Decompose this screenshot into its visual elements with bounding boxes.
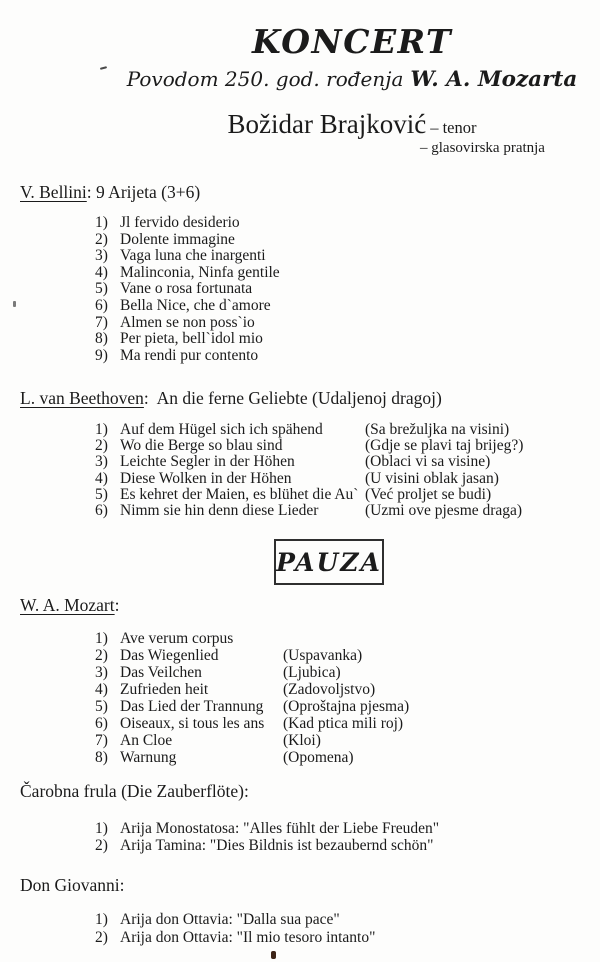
concert-subtitle [104,67,600,92]
item-title: Wo die Berge so blau sind [120,437,283,455]
item-number: 2) [95,837,108,854]
item-number: 8) [95,749,108,766]
item-number: 4) [95,263,108,281]
item-title: Arija don Ottavia: "Il mio tesoro intanto" [120,928,376,946]
list-item [95,681,409,698]
list-item [95,348,280,365]
section-heading-zauberflote [20,781,249,802]
item-translation: (Kloi) [283,732,321,749]
item-translation: (U visini oblak jasan) [365,469,499,487]
item-title: Dolente immagine [120,230,235,248]
item-translation: (Uspavanka) [283,647,363,664]
program-list-beethoven [95,422,523,519]
item-title: Almen se non poss`io [120,313,255,331]
item-number: 5) [95,280,108,298]
item-title: Es kehret der Maien, es blühet die Au` [120,485,359,503]
item-title: Das Veilchen [120,664,202,681]
item-number: 2) [95,928,108,946]
item-translation: (Oblaci vi sa visine) [365,453,491,471]
list-item [95,820,439,837]
item-title: Jl fervido desiderio [120,214,240,231]
performer-name: Božidar Brajković [227,109,427,139]
item-number: 3) [95,453,108,471]
item-number: 6) [95,296,108,314]
item-number: 6) [95,502,108,520]
list-item [95,487,523,503]
item-translation: (Oproštajna pjesma) [283,698,410,715]
program-list-don-giovanni [95,911,375,946]
list-item [95,248,280,265]
item-number: 9) [95,346,108,364]
item-number: 2) [95,437,108,455]
item-translation: (Zadovoljstvo) [283,681,376,698]
section-subtitle: : [119,875,125,895]
item-title: Vaga luna che inargenti [120,247,266,265]
item-title: Ma rendi pur contento [120,346,259,364]
section-subtitle: : An die ferne Geliebte (Udaljenoj dragoj) [143,388,442,408]
list-item [95,647,409,664]
composer-name: L. van Beethoven [20,388,144,408]
item-translation: (Kad ptica mili roj) [283,715,404,732]
item-title: Nimm sie hin denn diese Lieder [120,502,319,520]
list-item [95,265,280,282]
section-heading-don-giovanni [20,875,125,896]
item-number: 1) [95,214,108,231]
section-subtitle: : [244,781,249,801]
item-number: 8) [95,330,108,348]
section-subtitle: : [114,595,120,615]
list-item [95,664,409,681]
accompaniment-note: – glasovirska pratnja [420,140,545,156]
performer-role: – tenor [430,118,477,137]
item-translation: (Gdje se plavi taj brijeg?) [365,437,524,455]
list-item [95,454,523,470]
item-title: Das Lied der Trannung [120,698,264,715]
list-item [95,630,409,647]
item-number: 1) [95,911,108,928]
item-title: Malinconia, Ninfa gentile [120,263,280,281]
item-title: Ave verum corpus [120,630,234,647]
intermission-box [274,539,384,585]
item-title: Leichte Segler in der Höhen [120,453,295,471]
item-title: Per pieta, bell`idol mio [120,330,263,348]
item-number: 4) [95,469,108,487]
list-item [95,749,409,766]
item-title: Oiseaux, si tous les ans [120,715,265,732]
intermission-label: PAUZA [276,547,382,577]
item-number: 5) [95,698,108,715]
list-item [95,331,280,348]
list-item [95,732,409,749]
list-item [95,471,523,487]
item-title: Diese Wolken in der Höhen [120,469,292,487]
section-heading-beethoven [20,388,442,409]
item-title: Zufrieden heit [120,681,209,698]
program-list-mozart [95,630,409,766]
list-item [95,232,280,249]
item-translation: (Uzmi ove pjesme draga) [365,502,523,520]
list-item [95,837,439,854]
work-name: Don Giovanni [20,875,120,895]
performer-line [104,109,600,140]
item-translation: (Već proljet se budi) [365,485,492,503]
item-title: Arija don Ottavia: "Dalla sua pace" [120,911,340,928]
item-number: 1) [95,630,108,647]
item-title: Das Wiegenlied [120,647,219,664]
work-name: Čarobna frula (Die Zauberflöte) [20,781,244,801]
program-list-zauberflote [95,820,439,854]
section-subtitle: : 9 Arijeta (3+6) [86,182,201,202]
subtitle-occasion: Povodom 250. god. rođenja [126,67,404,91]
list-item [95,422,523,438]
item-title: Vane o rosa fortunata [120,280,253,298]
item-title: Auf dem Hügel sich ich spähend [120,421,323,438]
page-title: KONCERT [251,22,453,61]
item-title: Arija Monostatosa: "Alles fühlt der Liebe Freuden" [120,820,440,837]
item-number: 7) [95,732,108,749]
composer-name: V. Bellini [20,182,87,202]
item-number: 1) [95,820,108,837]
composer-name: W. A. Mozart [20,595,115,615]
item-number: 3) [95,664,108,681]
item-title: Warnung [120,749,177,766]
item-number: 7) [95,313,108,331]
item-number: 5) [95,485,108,503]
list-item [95,315,280,332]
item-number: 1) [95,421,108,438]
scan-artifact [271,951,276,959]
item-title: Bella Nice, che d`amore [120,296,271,314]
item-translation: (Ljubica) [283,664,341,681]
list-item [95,715,409,732]
list-item [95,698,409,715]
item-number: 4) [95,681,108,698]
item-number: 2) [95,647,108,664]
list-item [95,298,280,315]
list-item [95,503,523,519]
item-number: 3) [95,247,108,265]
list-item [95,281,280,298]
item-translation: (Sa brežuljka na visini) [365,421,510,438]
list-item [95,438,523,454]
scan-artifact [13,301,16,307]
item-title: An Cloe [120,732,173,749]
item-number: 6) [95,715,108,732]
list-item [95,215,280,232]
subtitle-composer-name: W. A. Mozarta [410,67,578,92]
program-list-bellini [95,215,280,364]
item-title: Arija Tamina: "Dies Bildnis ist bezaubernd schön" [120,837,434,854]
item-number: 2) [95,230,108,248]
section-heading-mozart [20,595,120,616]
section-heading-bellini [20,182,200,203]
item-translation: (Opomena) [283,749,354,766]
list-item [95,911,375,929]
list-item [95,929,375,947]
